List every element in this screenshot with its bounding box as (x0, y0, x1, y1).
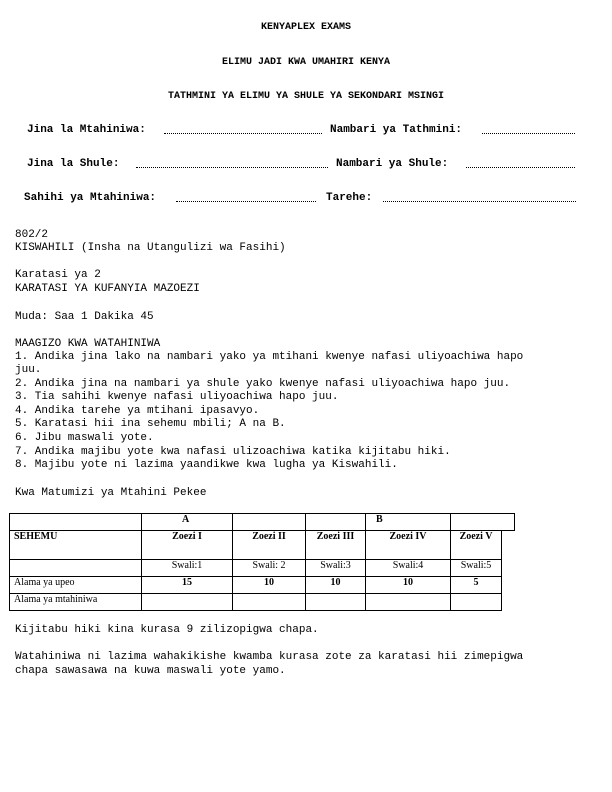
section-a-label: A (142, 514, 233, 531)
paper-duration: Muda: Saa 1 Dakika 45 (15, 311, 154, 323)
exercise-header: Zoezi V (451, 531, 502, 560)
question-cell: Swali: 2 (233, 560, 306, 577)
table-row (10, 531, 515, 560)
instruction-item: 3. Tia sahihi kwenye nafasi uliyoachiwa hapo juu. (15, 391, 339, 403)
pages-note: Kijitabu hiki kina kurasa 9 zilizopigwa chapa. (15, 624, 319, 636)
instruction-item: 2. Andika jina na nambari ya shule yako kwenye nafasi uliyoachiwa hapo juu. (15, 378, 511, 390)
max-marks-cell: 10 (306, 577, 366, 594)
candidate-name-label: Jina la Mtahiniwa: (27, 124, 146, 136)
school-name-field[interactable] (136, 167, 328, 168)
candidate-name-field[interactable] (164, 133, 322, 134)
signature-field[interactable] (176, 201, 316, 202)
paper-code: 802/2 (15, 229, 49, 241)
exercise-header: Zoezi II (233, 531, 306, 560)
max-marks-cell: 10 (366, 577, 451, 594)
exercise-header: Zoezi III (306, 531, 366, 560)
candidate-marks-cell[interactable] (366, 594, 451, 611)
assessment-no-label: Nambari ya Tathmini: (330, 124, 463, 136)
exercise-header: Zoezi I (142, 531, 233, 560)
signature-row (0, 192, 612, 206)
date-label: Tarehe: (326, 192, 373, 204)
max-marks-label: Alama ya upeo (10, 577, 142, 594)
table-row (10, 514, 515, 531)
question-cell: Swali:4 (366, 560, 451, 577)
exercise-header: Zoezi IV (366, 531, 451, 560)
candidate-marks-label: Alama ya mtahiniwa (10, 594, 142, 611)
instruction-item: 7. Andika majibu yote kwa nafasi ulizoachiwa katika kijitabu hiki. (15, 446, 451, 458)
max-marks-cell: 15 (142, 577, 233, 594)
max-marks-cell: 5 (451, 577, 502, 594)
candidate-marks-cell[interactable] (306, 594, 366, 611)
instruction-item: 8. Majibu yote ni lazima yaandikwe kwa lugha ya Kiswahili. (15, 459, 398, 471)
instructions-heading: MAAGIZO KWA WATAHINIWA (15, 338, 161, 350)
instruction-item: 5. Karatasi hii ina sehemu mbili; A na B. (15, 418, 286, 430)
examiner-use-note: Kwa Matumizi ya Mtahini Pekee (15, 487, 207, 499)
candidate-marks-cell[interactable] (233, 594, 306, 611)
check-note-line2: chapa sawasawa na kuwa maswali yote yamo. (15, 665, 286, 677)
candidate-marks-cell[interactable] (451, 594, 502, 611)
assessment-no-field[interactable] (482, 133, 575, 134)
curriculum-title: ELIMU JADI KWA UMAHIRI KENYA (221, 57, 391, 68)
question-cell: Swali:3 (306, 560, 366, 577)
paper-type: KARATASI YA KUFANYIA MAZOEZI (15, 283, 200, 295)
candidate-marks-cell[interactable] (142, 594, 233, 611)
school-no-field[interactable] (466, 167, 575, 168)
max-marks-cell: 10 (233, 577, 306, 594)
paper-number: Karatasi ya 2 (15, 269, 101, 281)
table-row (10, 577, 515, 594)
instruction-item: 4. Andika tarehe ya mtihani ipasavyo. (15, 405, 260, 417)
table-row (10, 560, 515, 577)
instruction-item: 6. Jibu maswali yote. (15, 432, 154, 444)
signature-label: Sahihi ya Mtahiniwa: (24, 192, 157, 204)
question-cell: Swali:5 (451, 560, 502, 577)
check-note-line1: Watahiniwa ni lazima wahakikishe kwamba kurasa zote za karatasi hii zimepigwa (15, 651, 524, 663)
paper-subject: KISWAHILI (Insha na Utangulizi wa Fasihi) (15, 242, 286, 254)
instruction-item: 1. Andika jina lako na nambari yako ya mtihani kwenye nafasi uliyoachiwa hapo (15, 351, 524, 363)
school-no-label: Nambari ya Shule: (336, 158, 449, 170)
date-field[interactable] (383, 201, 576, 202)
instruction-item: juu. (15, 364, 42, 376)
school-name-label: Jina la Shule: (27, 158, 120, 170)
exam-body-title: KENYAPLEX EXAMS (260, 22, 351, 33)
table-row (10, 594, 515, 611)
section-b-label: B (366, 514, 451, 531)
question-cell: Swali:1 (142, 560, 233, 577)
assessment-title: TATHMINI YA ELIMU YA SHULE YA SEKONDARI MSINGI (167, 91, 445, 102)
section-header: SEHEMU (10, 531, 142, 560)
school-name-row (0, 158, 612, 172)
candidate-name-row (0, 124, 612, 138)
marks-table (9, 513, 515, 611)
